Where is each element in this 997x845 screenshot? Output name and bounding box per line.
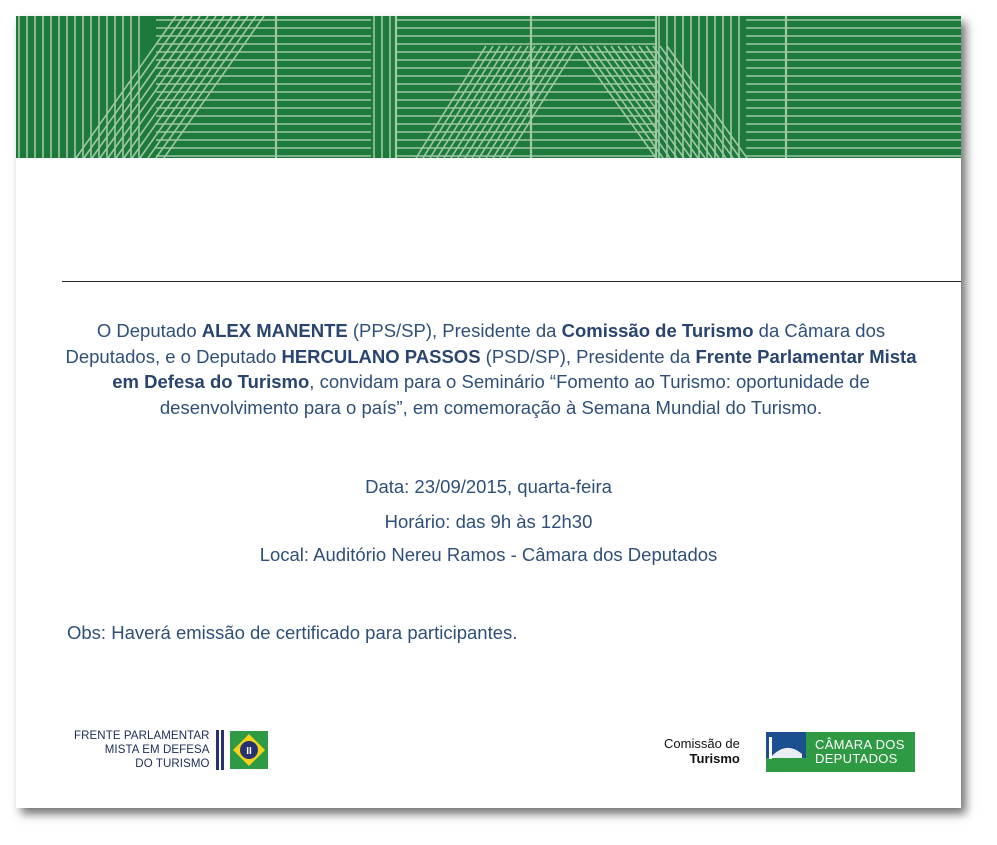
event-time: Horário: das 9h às 12h30 — [384, 511, 593, 532]
frente-logo-line-1: FRENTE PARLAMENTAR — [74, 730, 210, 742]
event-location: Local: Auditório Nereu Ramos - Câmara dos Deputados — [259, 544, 718, 565]
invitation-text — [56, 318, 926, 420]
front-name: Frente Parlamentar Mista em Defesa do Turismo — [112, 345, 917, 392]
invite-seg-1: O Deputado — [96, 320, 202, 341]
camara-logo-line-1: CÂMARA DOS — [815, 737, 905, 752]
invitation-card — [16, 16, 961, 808]
striped-banner — [16, 16, 961, 158]
brazil-flag-icon — [230, 731, 268, 769]
invite-seg-4: (PSD/SP), Presidente da — [480, 345, 696, 367]
comissao-logo-line-2: Turismo — [689, 751, 740, 766]
congress-building-icon — [766, 732, 806, 772]
deputy-name-2: HERCULANO PASSOS — [281, 345, 481, 367]
committee-name: Comissão de Turismo — [561, 320, 754, 341]
obs-note: Obs: Haverá emissão de certificado para participantes. — [67, 622, 518, 643]
divider-line — [62, 281, 961, 282]
camara-logo-line-2: DEPUTADOS — [815, 751, 898, 766]
frente-parlamentar-logo — [74, 729, 268, 771]
svg-text:II: II — [245, 746, 252, 757]
deputy-name-1: ALEX MANENTE — [201, 320, 348, 341]
invite-seg-2: (PPS/SP), Presidente da — [347, 320, 562, 341]
event-date: Data: 23/09/2015, quarta-feira — [365, 476, 612, 497]
frente-logo-bars — [216, 730, 224, 770]
frente-logo-line-2: MISTA EM DEFESA — [104, 744, 210, 756]
invite-seg-5: , convidam para o Seminário “Fomento ao Turismo: oportunidade de desenvolvimento para o país”, em comemoração à Semana Mundial do Turismo. — [159, 371, 870, 418]
frente-logo-line-3: DO TURISMO — [135, 758, 210, 770]
invite-seg-3: da Câmara dos Deputados, e o Deputado — [65, 320, 886, 367]
comissao-logo-line-1: Comissão de — [664, 736, 740, 751]
comissao-turismo-logo — [664, 736, 740, 766]
camara-logo-text — [806, 732, 915, 772]
frente-logo-text — [74, 729, 216, 771]
camara-deputados-logo — [766, 732, 915, 772]
